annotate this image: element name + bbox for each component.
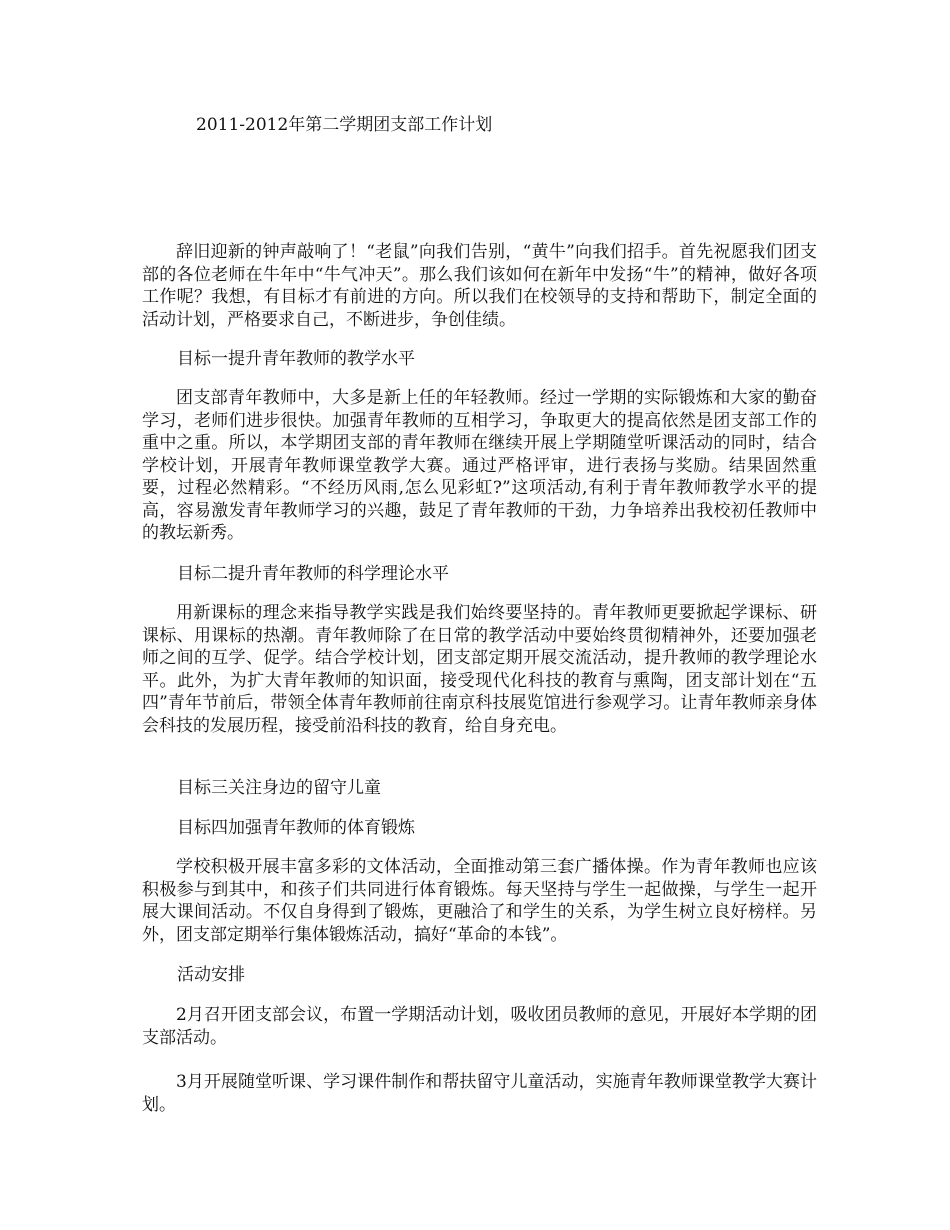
goal3-heading: 目标三关注身边的留守儿童 <box>177 778 381 798</box>
activities-heading: 活动安排 <box>177 965 245 985</box>
goal4-heading: 目标四加强青年教师的体育锻炼 <box>177 818 415 838</box>
activity-march: 3月开展随堂听课、学习课件制作和帮扶留守儿童活动，实施青年教师课堂教学大赛计划。 <box>142 1072 817 1115</box>
activity-february: 2月召开团支部会议，布置一学期活动计划，吸收团员教师的意见，开展好本学期的团支部活动。 <box>142 1005 817 1048</box>
goal1-paragraph: 团支部青年教师中，大多是新上任的年轻教师。经过一学期的实际锻炼和大家的勤奋学习，老师们进步很快。加强青年教师的互相学习，争取更大的提高依然是团支部工作的重中之重。所以，本学期团支部的青年教师在继续开展上学期随堂听课活动的同时，结合学校计划，开展青年教师课堂教学大赛。通过严格评审，进行表扬与奖励。结果固然重要，过程必然精彩。“不经历风雨,怎么见彩虹?”这项活动,有利于青年教师教学水平的提高，容易激发青年教师学习的兴趣，鼓足了青年教师的干劲，力争培养出我校初任教师中的教坛新秀。 <box>142 388 817 543</box>
goal4-paragraph: 学校积极开展丰富多彩的文体活动，全面推动第三套广播体操。作为青年教师也应该积极参与到其中，和孩子们共同进行体育锻炼。每天坚持与学生一起做操，与学生一起开展大课间活动。不仅自身得到了锻炼，更融洽了和学生的关系，为学生树立良好榜样。另外，团支部定期举行集体锻炼活动，搞好“革命的本钱”。 <box>142 857 817 945</box>
intro-paragraph: 辞旧迎新的钟声敲响了！“老鼠”向我们告别，“黄牛”向我们招手。首先祝愿我们团支部的各位老师在牛年中“牛气冲天”。那么我们该如何在新年中发扬“牛”的精神，做好各项工作呢？我想，有目标才有前进的方向。所以我们在校领导的支持和帮助下，制定全面的活动计划，严格要求自己，不断进步，争创佳绩。 <box>142 242 817 330</box>
goal1-heading: 目标一提升青年教师的教学水平 <box>177 349 415 369</box>
goal2-heading: 目标二提升青年教师的科学理论水平 <box>177 564 449 584</box>
goal2-paragraph: 用新课标的理念来指导教学实践是我们始终要坚持的。青年教师更要掀起学课标、研课标、用课标的热潮。青年教师除了在日常的教学活动中要始终贯彻精神外，还要加强老师之间的互学、促学。结合学校计划，团支部定期开展交流活动，提升教师的教学理论水平。此外，为扩大青年教师的知识面，接受现代化科技的教育与熏陶，团支部计划在“五四”青年节前后，带领全体青年教师前往南京科技展览馆进行参观学习。让青年教师亲身体会科技的发展历程，接受前沿科技的教育，给自身充电。 <box>142 603 817 736</box>
document-title: 2011-2012年第二学期团支部工作计划 <box>196 115 493 135</box>
